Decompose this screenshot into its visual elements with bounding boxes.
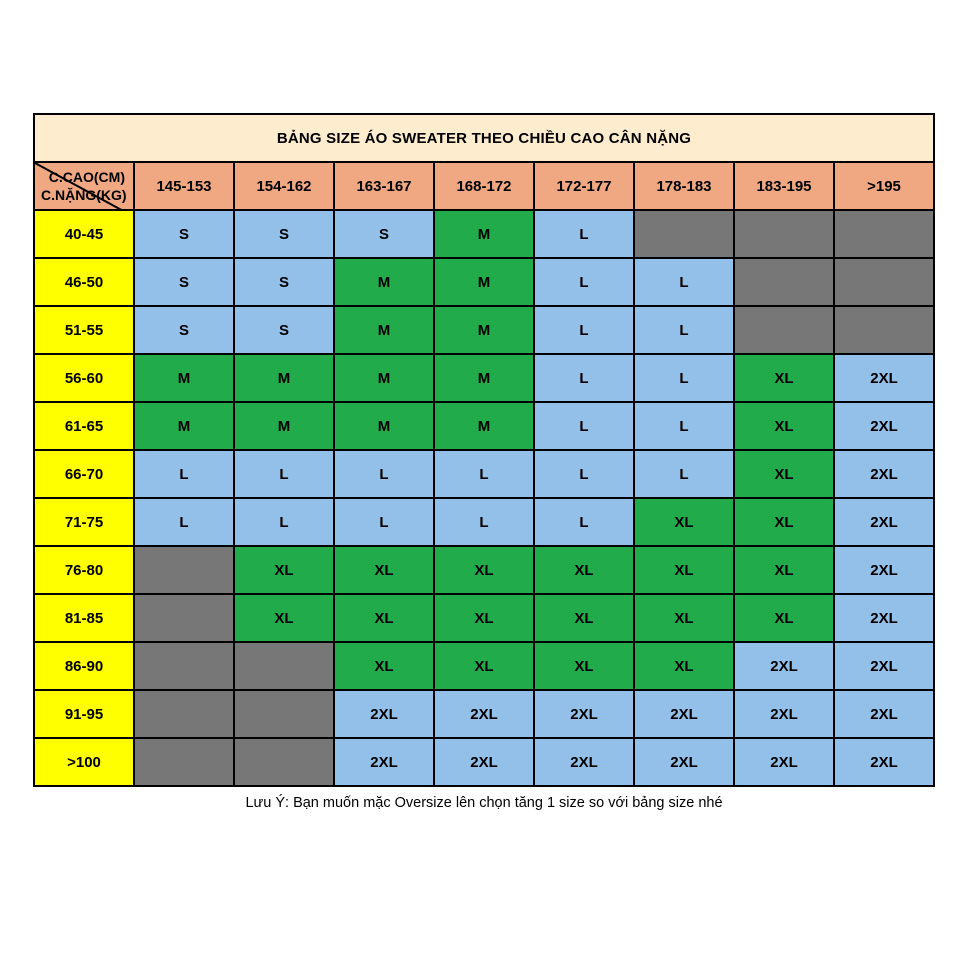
size-cell: L — [634, 354, 734, 402]
size-table-body — [34, 114, 934, 786]
size-cell: S — [134, 258, 234, 306]
column-header: 183-195 — [734, 162, 834, 210]
weight-axis-label: C.NẶNG(KG) — [41, 187, 127, 203]
size-cell — [134, 546, 234, 594]
height-axis-label: C.CAO(CM) — [48, 169, 125, 185]
note-text: Lưu Ý: Bạn muốn mặc Oversize lên chọn tăng 1 size so với bảng size nhé — [245, 795, 723, 811]
size-cell: XL — [634, 546, 734, 594]
row-header: 40-45 — [34, 210, 134, 258]
size-cell: L — [234, 498, 334, 546]
size-cell: 2XL — [734, 642, 834, 690]
size-cell: XL — [634, 498, 734, 546]
size-cell: S — [234, 258, 334, 306]
size-cell — [834, 306, 934, 354]
size-cell: 2XL — [734, 738, 834, 786]
size-cell: L — [634, 306, 734, 354]
title-row — [34, 114, 934, 162]
size-cell: L — [534, 402, 634, 450]
table-row — [34, 306, 934, 354]
size-cell: 2XL — [434, 738, 534, 786]
column-header: 163-167 — [334, 162, 434, 210]
size-cell: M — [434, 210, 534, 258]
size-cell: M — [434, 402, 534, 450]
size-cell: L — [634, 258, 734, 306]
row-header: 56-60 — [34, 354, 134, 402]
size-cell: XL — [434, 594, 534, 642]
size-cell: XL — [234, 546, 334, 594]
row-header: 91-95 — [34, 690, 134, 738]
size-table — [33, 113, 935, 787]
size-cell — [634, 210, 734, 258]
size-cell: 2XL — [834, 402, 934, 450]
size-cell: XL — [734, 354, 834, 402]
size-cell: XL — [434, 546, 534, 594]
size-cell: XL — [534, 546, 634, 594]
size-cell — [134, 690, 234, 738]
size-cell: L — [134, 498, 234, 546]
table-row — [34, 402, 934, 450]
size-cell: M — [434, 258, 534, 306]
size-cell: XL — [334, 546, 434, 594]
size-cell: 2XL — [534, 690, 634, 738]
size-cell: 2XL — [834, 738, 934, 786]
table-row — [34, 642, 934, 690]
size-cell: S — [334, 210, 434, 258]
size-cell: XL — [434, 642, 534, 690]
column-header: 172-177 — [534, 162, 634, 210]
size-cell: XL — [334, 594, 434, 642]
size-cell: XL — [734, 450, 834, 498]
column-header: >195 — [834, 162, 934, 210]
row-header: >100 — [34, 738, 134, 786]
row-header: 81-85 — [34, 594, 134, 642]
size-cell: M — [434, 306, 534, 354]
table-row — [34, 258, 934, 306]
size-cell: 2XL — [834, 642, 934, 690]
size-cell: M — [334, 306, 434, 354]
size-cell: M — [434, 354, 534, 402]
size-cell: M — [134, 354, 234, 402]
size-cell: 2XL — [434, 690, 534, 738]
size-cell — [234, 642, 334, 690]
size-cell: XL — [234, 594, 334, 642]
size-cell — [734, 210, 834, 258]
size-cell — [234, 690, 334, 738]
column-header: 145-153 — [134, 162, 234, 210]
size-cell: 2XL — [334, 690, 434, 738]
size-cell: L — [534, 258, 634, 306]
size-cell: M — [134, 402, 234, 450]
header-row — [34, 162, 934, 210]
row-header: 61-65 — [34, 402, 134, 450]
size-cell: L — [134, 450, 234, 498]
size-cell: S — [134, 306, 234, 354]
table-row — [34, 450, 934, 498]
size-cell — [134, 594, 234, 642]
size-cell: XL — [734, 546, 834, 594]
size-chart-container — [33, 113, 935, 811]
size-cell: L — [634, 402, 734, 450]
size-cell — [734, 306, 834, 354]
size-cell: L — [434, 498, 534, 546]
size-cell: XL — [634, 642, 734, 690]
size-cell: 2XL — [734, 690, 834, 738]
size-cell: 2XL — [834, 690, 934, 738]
size-cell: L — [334, 450, 434, 498]
size-cell: M — [234, 402, 334, 450]
table-row — [34, 546, 934, 594]
size-cell — [834, 210, 934, 258]
size-cell: L — [434, 450, 534, 498]
column-header: 168-172 — [434, 162, 534, 210]
size-cell: S — [234, 210, 334, 258]
page-title: BẢNG SIZE ÁO SWEATER THEO CHIỀU CAO CÂN NẶNG — [34, 114, 934, 162]
size-cell: L — [534, 450, 634, 498]
size-cell: L — [534, 354, 634, 402]
column-header: 178-183 — [634, 162, 734, 210]
size-cell: S — [134, 210, 234, 258]
size-cell: 2XL — [534, 738, 634, 786]
axis-corner-cell — [34, 162, 134, 210]
size-cell: L — [534, 498, 634, 546]
size-cell: 2XL — [634, 738, 734, 786]
size-cell: 2XL — [834, 354, 934, 402]
size-cell: M — [334, 402, 434, 450]
size-cell: XL — [734, 594, 834, 642]
size-cell: XL — [534, 594, 634, 642]
table-row — [34, 498, 934, 546]
size-cell: 2XL — [334, 738, 434, 786]
row-header: 71-75 — [34, 498, 134, 546]
size-cell — [234, 738, 334, 786]
row-header: 66-70 — [34, 450, 134, 498]
size-cell — [834, 258, 934, 306]
column-header: 154-162 — [234, 162, 334, 210]
table-row — [34, 738, 934, 786]
size-cell: M — [334, 258, 434, 306]
size-cell: L — [334, 498, 434, 546]
size-cell: XL — [534, 642, 634, 690]
size-cell: XL — [634, 594, 734, 642]
size-cell: XL — [734, 402, 834, 450]
size-cell — [134, 642, 234, 690]
table-row — [34, 690, 934, 738]
table-row — [34, 210, 934, 258]
row-header: 76-80 — [34, 546, 134, 594]
size-cell: 2XL — [834, 450, 934, 498]
size-cell: 2XL — [834, 594, 934, 642]
size-cell: L — [534, 210, 634, 258]
size-cell: 2XL — [834, 546, 934, 594]
table-row — [34, 594, 934, 642]
row-header: 51-55 — [34, 306, 134, 354]
size-cell: 2XL — [834, 498, 934, 546]
size-cell — [734, 258, 834, 306]
size-cell — [134, 738, 234, 786]
size-cell: XL — [334, 642, 434, 690]
size-cell: S — [234, 306, 334, 354]
size-cell: 2XL — [634, 690, 734, 738]
size-cell: XL — [734, 498, 834, 546]
size-cell: L — [234, 450, 334, 498]
size-cell: M — [334, 354, 434, 402]
table-row — [34, 354, 934, 402]
row-header: 46-50 — [34, 258, 134, 306]
row-header: 86-90 — [34, 642, 134, 690]
size-cell: M — [234, 354, 334, 402]
size-cell: L — [534, 306, 634, 354]
size-cell: L — [634, 450, 734, 498]
